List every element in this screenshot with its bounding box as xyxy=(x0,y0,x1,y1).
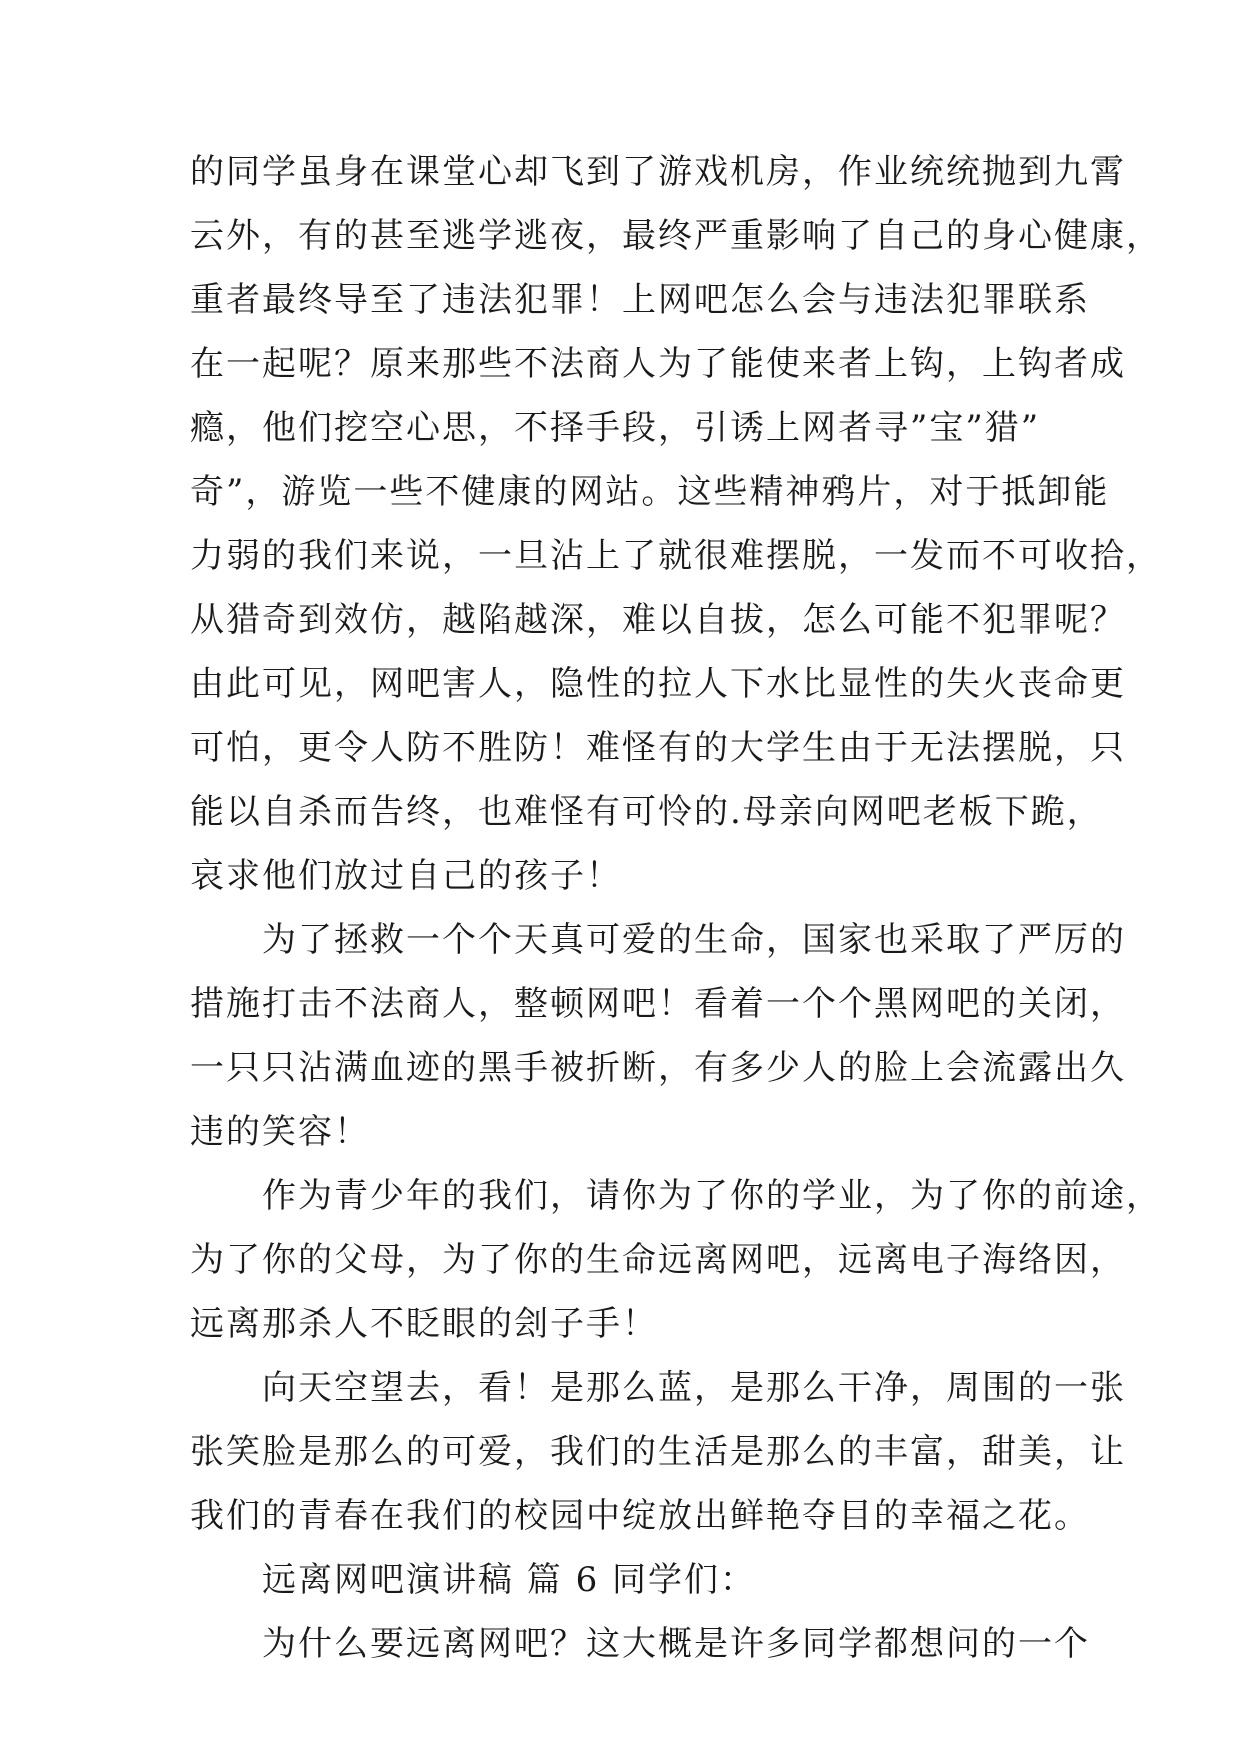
text-line: 由此可见，网吧害人，隐性的拉人下水比显性的失火丧命更 xyxy=(190,664,1126,704)
text-line: 向天空望去，看！是那么蓝，是那么干净，周围的一张 xyxy=(190,1368,1126,1408)
text-line: 措施打击不法商人，整顿网吧！看着一个个黑网吧的关闭， xyxy=(190,984,1126,1024)
text-line: 张笑脸是那么的可爱，我们的生活是那么的丰富，甜美，让 xyxy=(190,1432,1126,1472)
text-line: 在一起呢？原来那些不法商人为了能使来者上钩，上钩者成 xyxy=(190,344,1126,384)
text-line: 为了拯救一个个天真可爱的生命，国家也采取了严厉的 xyxy=(190,920,1126,960)
section-heading: 远离网吧演讲稿 篇 6 同学们： xyxy=(190,1560,757,1600)
text-line: 为了你的父母，为了你的生命远离网吧，远离电子海络因， xyxy=(190,1240,1126,1280)
text-line: 从猎奇到效仿，越陷越深，难以自拔，怎么可能不犯罪呢？ xyxy=(190,600,1126,640)
text-line: 远离那杀人不眨眼的刽子手！ xyxy=(190,1304,658,1344)
text-line: 可怕，更令人防不胜防！难怪有的大学生由于无法摆脱，只 xyxy=(190,728,1126,768)
text-line: 能以自杀而告终，也难怪有可怜的.母亲向网吧老板下跪， xyxy=(190,792,1103,832)
text-line: 作为青少年的我们，请你为了你的学业，为了你的前途， xyxy=(190,1176,1162,1216)
text-line: 一只只沾满血迹的黑手被折断，有多少人的脸上会流露出久 xyxy=(190,1048,1126,1088)
text-line: 奇”，游览一些不健康的网站。这些精神鸦片，对于抵卸能 xyxy=(190,472,1110,512)
text-line: 瘾，他们挖空心思，不择手段，引诱上网者寻”宝”猎” xyxy=(190,408,1041,448)
document-body xyxy=(190,140,1162,1676)
text-line: 哀求他们放过自己的孩子！ xyxy=(190,856,622,896)
text-line: 重者最终导至了违法犯罪！上网吧怎么会与违法犯罪联系 xyxy=(190,280,1090,320)
text-line: 云外，有的甚至逃学逃夜，最终严重影响了自己的身心健康， xyxy=(190,216,1162,256)
text-line: 我们的青春在我们的校园中绽放出鲜艳夺目的幸福之花。 xyxy=(190,1496,1090,1536)
text-line: 的同学虽身在课堂心却飞到了游戏机房，作业统统抛到九霄 xyxy=(190,152,1126,192)
text-line: 力弱的我们来说，一旦沾上了就很难摆脱，一发而不可收拾， xyxy=(190,536,1162,576)
text-line: 违的笑容！ xyxy=(190,1112,370,1152)
text-line: 为什么要远离网吧？这大概是许多同学都想问的一个 xyxy=(190,1624,1090,1664)
